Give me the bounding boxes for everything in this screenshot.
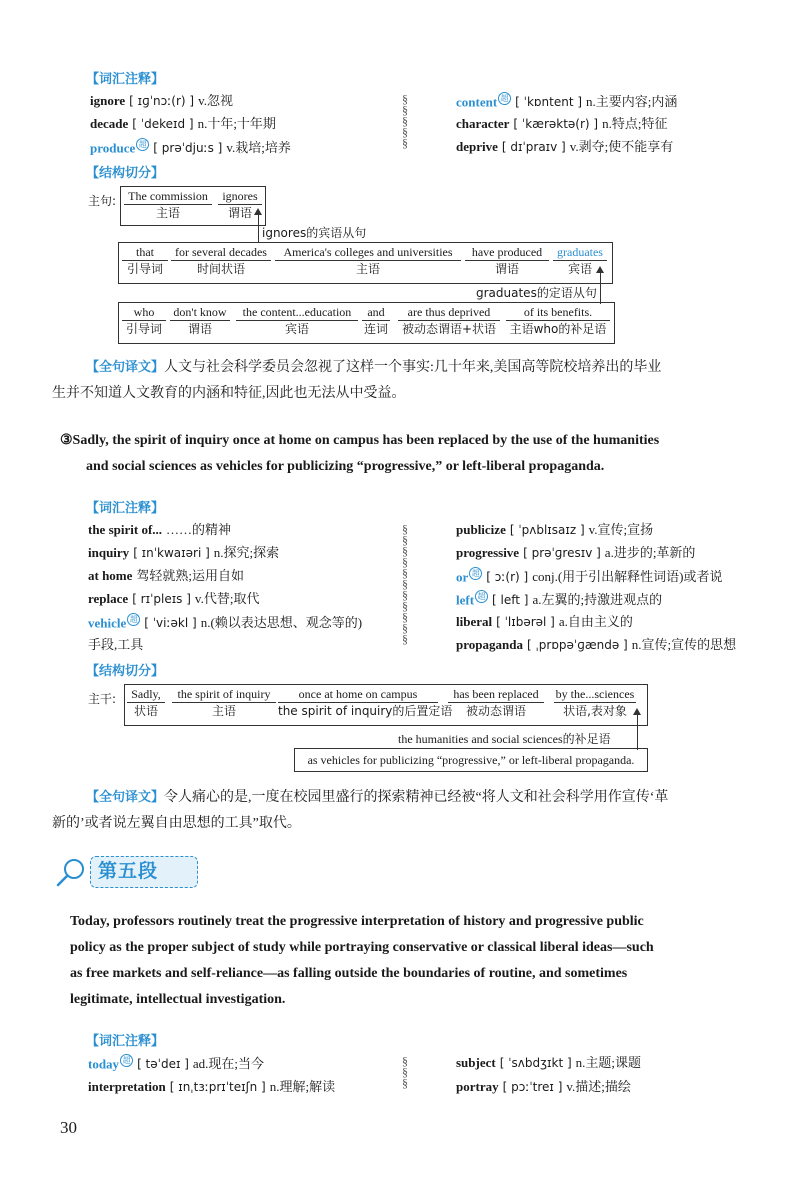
vocab-definition: ……的精神 — [166, 522, 232, 537]
divider-squiggle: § § § — [402, 1054, 408, 1090]
diagram1-seg: ignores 谓语 — [218, 189, 262, 221]
vocab-entry — [456, 115, 677, 138]
vocab-phonetic: [ dɪˈpraɪv ] — [501, 140, 566, 154]
diagram1-note2: graduates的定语从句 — [476, 286, 597, 300]
translation-2-line1: 【全句译文】令人痛心的是,一度在校园里盛行的探索精神已经被“将人文和社会科学用作宣传‘革 — [86, 790, 669, 805]
vocab-word: ignore — [90, 93, 126, 108]
vocab-phonetic: [ pɔːˈtreɪ ] — [502, 1080, 563, 1094]
vocab-label: 【词汇注释】 — [86, 501, 165, 516]
vocab-entry — [90, 92, 291, 115]
vocab-entry — [456, 1078, 641, 1102]
exam-badge-icon: 超 — [127, 613, 140, 626]
vocab-word: portray — [456, 1079, 499, 1094]
vocab-phonetic: [ ˈviːəkl ] — [144, 616, 197, 631]
translation-1-line1: 【全句译文】人文与社会科学委员会忽视了这样一个事实:几十年来,美国高等院校培养出的毕业 — [86, 360, 662, 375]
translation-label: 【全句译文】 — [86, 360, 165, 375]
vocab-entry — [88, 613, 362, 636]
vocab-definition: v.代替;取代 — [194, 591, 260, 606]
diagram1-seg: don't know 谓语 — [170, 305, 230, 337]
search-icon — [54, 856, 88, 890]
vocab-entry — [90, 138, 291, 161]
vocab-definition: a.自由主义的 — [558, 614, 633, 629]
exam-badge-icon: 超 — [120, 1054, 133, 1067]
vocab-entry — [456, 590, 736, 613]
vocab-phonetic: [ ˈpʌblɪsaɪz ] — [509, 523, 585, 537]
exam-badge-icon: 超 — [475, 590, 488, 603]
vocab-phonetic: [ ɔː(r) ] — [486, 570, 529, 585]
exam-badge-icon: 超 — [136, 138, 149, 151]
vocab-definition: 驾轻就熟;运用自如 — [136, 568, 245, 583]
main-trunk-label: 主干: — [88, 692, 117, 706]
paragraph-5-line2: policy as the proper subject of study while portraying conservative or classical liberal ideas—such — [70, 940, 654, 955]
vocab-word: interpretation — [88, 1079, 166, 1094]
diagram2-seg: the spirit of inquiry 主语 — [172, 687, 276, 719]
vocab-definition: n.特点;特征 — [602, 116, 668, 131]
vocab-phonetic: [ ˈlɪbərəl ] — [496, 615, 555, 629]
diagram1-seg: and 连词 — [363, 305, 388, 336]
vocab-word: left — [456, 592, 475, 608]
diagram2-seg: once at home on campus the spirit of inquiry的后置定语 — [278, 687, 453, 718]
vocab-definition: v.剥夺;使不能享有 — [569, 139, 674, 154]
diagram1-note1: ignores的宾语从句 — [262, 226, 367, 240]
vocab-definition: v.忽视 — [198, 93, 233, 108]
divider-squiggle: § § § § § — [402, 92, 408, 150]
vocab-definition: v.描述;描绘 — [566, 1079, 631, 1094]
vocab-definition: n.(赖以表达思想、观念等的) — [200, 615, 363, 631]
diagram1-seg: for several decades 时间状语 — [171, 245, 271, 277]
vocab-phonetic: [ ˈdekeɪd ] — [132, 117, 194, 131]
vocab-list-right — [456, 1054, 641, 1102]
paragraph-5-line3: as free markets and self-reliance—as falling outside the boundaries of routine, and sometimes — [70, 966, 628, 981]
vocab-phonetic: [ ˈkɒntent ] — [515, 95, 583, 110]
diagram2-row2-box: as vehicles for publicizing “progressive,” or left-liberal propaganda. — [294, 748, 648, 772]
diagram1-seg: the content...education 宾语 — [236, 305, 358, 337]
diagram1-seg: graduates 宾语 — [553, 245, 607, 277]
vocab-word: the spirit of... — [88, 522, 163, 537]
connector-line — [258, 214, 259, 242]
vocab-word: content — [456, 94, 498, 110]
vocab-phonetic: [ ˈsʌbdʒɪkt ] — [499, 1056, 572, 1070]
vocab-phonetic: [ left ] — [492, 593, 529, 608]
sentence-3-line2: and social sciences as vehicles for publicizing “progressive,” or left-liberal propaganda. — [86, 459, 605, 474]
exam-badge-icon: 超 — [469, 567, 482, 580]
vocab-entry — [88, 521, 362, 544]
vocab-word: character — [456, 116, 510, 131]
diagram2-note1: the humanities and social sciences的补足语 — [398, 732, 611, 746]
vocab-entry — [88, 544, 362, 567]
vocab-entry — [456, 92, 677, 115]
vocab-entry — [456, 1054, 641, 1078]
diagram1-seg: The commission 主语 — [124, 189, 212, 221]
vocab-definition: v.栽培;培养 — [226, 140, 291, 156]
vocab-phonetic: [ ɪnˈkwaɪəri ] — [133, 546, 210, 560]
exam-badge-icon: 超 — [498, 92, 511, 105]
vocab-word: or — [456, 569, 469, 585]
vocab-definition: n.探究;探索 — [213, 545, 280, 560]
vocab-list-left — [90, 92, 291, 161]
vocab-definition: n.十年;十年期 — [197, 116, 276, 131]
vocab-definition: ad.现在;当今 — [192, 1056, 265, 1072]
vocab-entry — [456, 636, 736, 659]
vocab-entry — [88, 1054, 335, 1078]
vocab-label: 【词汇注释】 — [86, 72, 165, 87]
connector-line — [637, 714, 638, 750]
vocab-word: replace — [88, 591, 129, 606]
vocab-definition: conj.(用于引出解释性词语)或者说 — [532, 569, 723, 585]
vocab-definition: a.进步的;革新的 — [604, 545, 696, 560]
vocab-phonetic: [ ˈkærəktə(r) ] — [513, 117, 599, 131]
vocab-phonetic: [ prəˈɡresɪv ] — [523, 546, 601, 560]
diagram1-seg: are thus deprived 被动态谓语+状语 — [398, 305, 500, 337]
vocab-word: today — [88, 1056, 120, 1072]
structure-label: 【结构切分】 — [86, 166, 165, 181]
vocab-phonetic: [ prəˈdjuːs ] — [153, 141, 223, 156]
vocab-word: deprive — [456, 139, 498, 154]
vocab-word: propaganda — [456, 637, 523, 652]
vocab-entry — [456, 567, 736, 590]
vocab-entry — [456, 521, 736, 544]
vocab-definition: n.主题;课题 — [575, 1055, 642, 1070]
diagram1-seg: America's colleges and universities 主语 — [275, 245, 461, 277]
translation-1-line2: 生并不知道人文教育的内涵和特征,因此也无法从中受益。 — [52, 386, 406, 401]
vocab-phonetic: [ ɪɡˈnɔː(r) ] — [129, 94, 195, 108]
paragraph-5-line1: Today, professors routinely treat the progressive interpretation of history and progressive public — [70, 914, 644, 929]
vocab-entry — [88, 590, 362, 613]
vocab-word: decade — [90, 116, 129, 131]
vocab-list-right — [456, 92, 677, 161]
vocab-phonetic: [ təˈdeɪ ] — [137, 1057, 189, 1072]
diagram2-seg: by the...sciences 状语,表对象 — [555, 687, 635, 718]
vocab-continuation: 手段,工具 — [88, 637, 144, 652]
vocab-entry — [88, 567, 362, 590]
vocab-word: liberal — [456, 614, 493, 629]
vocab-entry — [456, 138, 677, 161]
vocab-definition: v.宣传;宣扬 — [588, 522, 654, 537]
diagram1-seg: who 引导词 — [122, 305, 166, 337]
structure-label: 【结构切分】 — [86, 664, 165, 679]
translation-label: 【全句译文】 — [86, 790, 165, 805]
vocab-phonetic: [ ɪnˌtɜːprɪˈteɪʃn ] — [169, 1080, 266, 1094]
translation-2-line2: 新的’或者说左翼自由思想的工具”取代。 — [52, 816, 301, 831]
vocab-phonetic: [ ˌprɒpəˈɡændə ] — [526, 638, 628, 652]
vocab-list-left — [88, 1054, 335, 1102]
diagram2-seg: has been replaced 被动态谓语 — [448, 687, 544, 719]
vocab-definition: a.左翼的;持激进观点的 — [532, 592, 663, 608]
diagram2-seg: Sadly, 状语 — [127, 687, 165, 719]
vocab-definition: n.主要内容;内涵 — [586, 94, 678, 110]
vocab-entry — [88, 1078, 335, 1102]
main-clause-label: 主句: — [88, 194, 117, 208]
vocab-definition: n.理解;解读 — [269, 1079, 336, 1094]
vocab-definition: n.宣传;宣传的思想 — [631, 637, 737, 652]
vocab-list-right — [456, 521, 736, 659]
vocab-entry — [90, 115, 291, 138]
diagram1-seg: have produced 谓语 — [465, 245, 549, 277]
vocab-label: 【词汇注释】 — [86, 1034, 165, 1049]
vocab-word: produce — [90, 140, 136, 156]
vocab-word: subject — [456, 1055, 496, 1070]
vocab-word: progressive — [456, 545, 520, 560]
vocab-phonetic: [ rɪˈpleɪs ] — [132, 592, 191, 606]
vocab-word: publicize — [456, 522, 506, 537]
vocab-entry — [456, 613, 736, 636]
diagram1-seg: that 引导词 — [122, 245, 168, 277]
page-number: 30 — [60, 1118, 77, 1137]
vocab-word: vehicle — [88, 615, 127, 631]
paragraph-5-line4: legitimate, intellectual investigation. — [70, 992, 286, 1007]
divider-squiggle: § § § § § § § § § § § — [402, 522, 408, 646]
connector-line — [600, 272, 601, 304]
sentence-3-line1: ③Sadly, the spirit of inquiry once at home on campus has been replaced by the use of the humanities — [60, 433, 660, 448]
vocab-entry — [456, 544, 736, 567]
section-heading: 第五段 — [98, 860, 159, 882]
vocab-list-left — [88, 521, 362, 636]
vocab-word: inquiry — [88, 545, 130, 560]
vocab-word: at home — [88, 568, 133, 583]
diagram1-seg: of its benefits. 主语who的补足语 — [506, 305, 610, 337]
